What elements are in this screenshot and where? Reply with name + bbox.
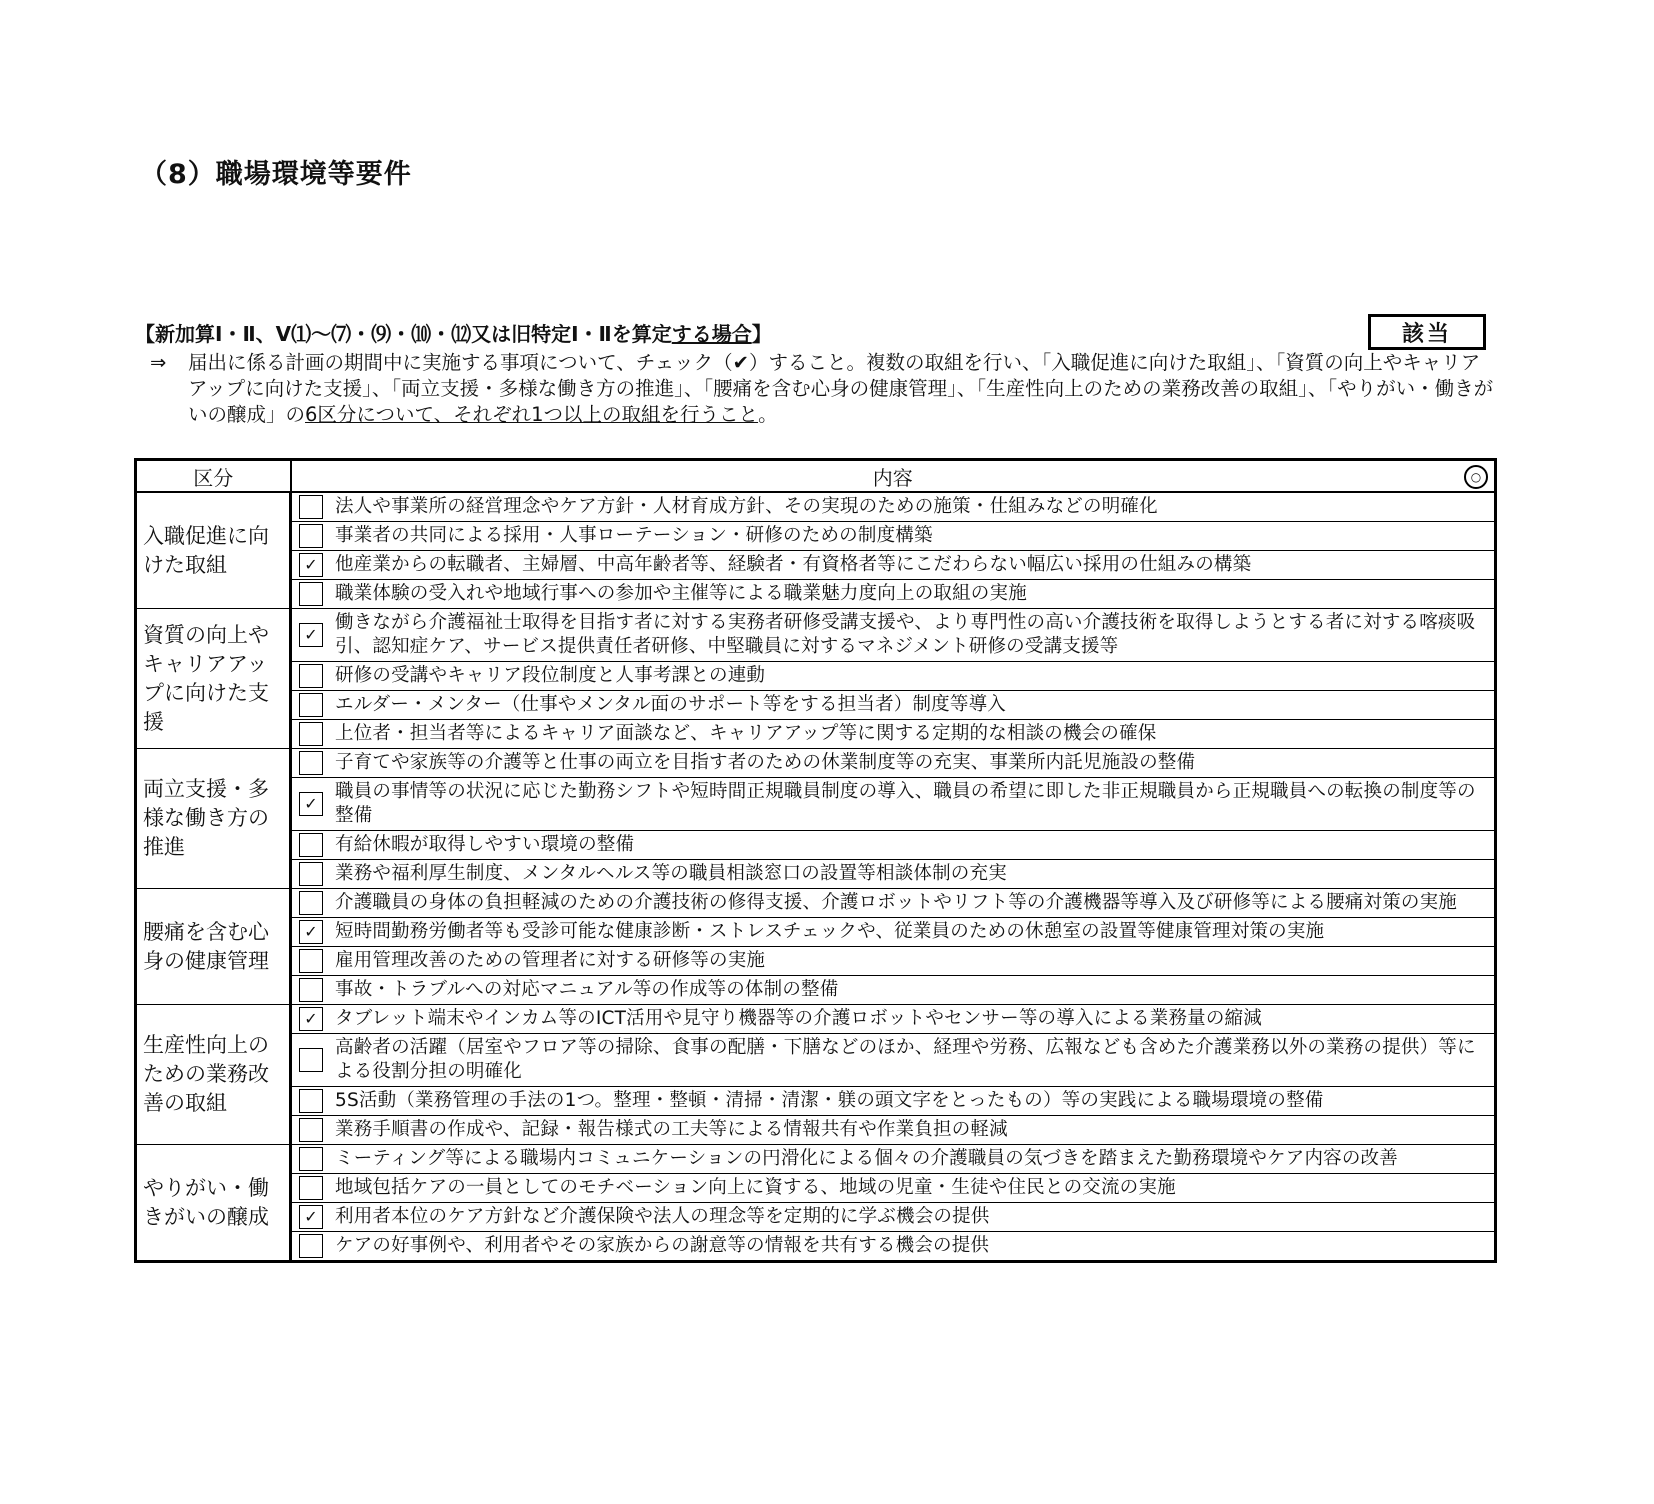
item-text: 職員の事情等の状況に応じた勤務シフトや短時間正規職員制度の導入、職員の希望に即した非正規職員から正規職員への転換の制度等の整備 <box>335 781 1476 826</box>
table-body <box>136 492 1496 1262</box>
item-text: 利用者本位のケア方針など介護保険や法人の理念等を定期的に学ぶ機会の提供 <box>335 1206 990 1227</box>
table-row <box>136 580 1496 609</box>
checkbox-unchecked[interactable] <box>299 1089 323 1113</box>
table-row <box>136 1116 1496 1145</box>
table-row <box>136 749 1496 778</box>
item-cell <box>291 1034 1496 1087</box>
item-cell <box>291 976 1496 1005</box>
table-row <box>136 662 1496 691</box>
table-row <box>136 1145 1496 1174</box>
table-row <box>136 609 1496 662</box>
item-text: 法人や事業所の経営理念やケア方針・人材育成方針、その実現のための施策・仕組みなどの明確化 <box>335 496 1158 517</box>
requirements-table <box>134 458 1497 1263</box>
checkbox-checked[interactable]: ✓ <box>299 623 323 647</box>
item-text: 子育てや家族等の介護等と仕事の両立を目指す者のための休業制度等の充実、事業所内託児施設の整備 <box>335 752 1196 773</box>
item-text: 業務や福利厚生制度、メンタルヘルス等の職員相談窓口の設置等相談体制の充実 <box>335 863 1007 884</box>
item-cell <box>291 580 1496 609</box>
category-cell: 両立支援・多様な働き方の推進 <box>136 749 291 889</box>
item-cell <box>291 1174 1496 1203</box>
item-cell <box>291 1203 1496 1232</box>
table-row <box>136 1087 1496 1116</box>
item-text: タブレット端末やインカム等のICT活用や見守り機器等の介護ロボットやセンサー等の導入による業務量の縮減 <box>335 1008 1262 1029</box>
category-cell: 生産性向上のための業務改善の取組 <box>136 1005 291 1145</box>
checkbox-checked[interactable]: ✓ <box>299 553 323 577</box>
item-text: 介護職員の身体の負担軽減のための介護技術の修得支援、介護ロボットやリフト等の介護機器等導入及び研修等による腰痛対策の実施 <box>335 892 1458 913</box>
item-text: 事故・トラブルへの対応マニュアル等の作成等の体制の整備 <box>335 979 839 1000</box>
item-cell <box>291 492 1496 522</box>
checkbox-unchecked[interactable] <box>299 495 323 519</box>
item-text: 5S活動（業務管理の手法の1つ。整理・整頓・清掃・清潔・躾の頭文字をとったもの）等の実践による職場環境の整備 <box>335 1090 1324 1111</box>
table-row <box>136 976 1496 1005</box>
item-cell <box>291 522 1496 551</box>
category-cell: 入職促進に向けた取組 <box>136 492 291 609</box>
table-row <box>136 522 1496 551</box>
category-cell: 腰痛を含む心身の健康管理 <box>136 889 291 1005</box>
table-row <box>136 831 1496 860</box>
item-text: 地域包括ケアの一員としてのモチベーション向上に資する、地域の児童・生徒や住民との交流の実施 <box>335 1177 1176 1198</box>
checkbox-unchecked[interactable] <box>299 693 323 717</box>
item-text: 職業体験の受入れや地域行事への参加や主催等による職業魅力度向上の取組の実施 <box>335 583 1027 604</box>
item-cell <box>291 749 1496 778</box>
item-cell <box>291 1232 1496 1262</box>
section-heading: （8）職場環境等要件 <box>140 159 412 190</box>
table-row <box>136 1174 1496 1203</box>
checkbox-unchecked[interactable] <box>299 1048 323 1072</box>
content-header: 内容 ○ <box>291 460 1496 493</box>
item-cell <box>291 918 1496 947</box>
checkbox-unchecked[interactable] <box>299 524 323 548</box>
item-cell <box>291 831 1496 860</box>
item-text: 研修の受講やキャリア段位制度と人事考課との連動 <box>335 665 766 686</box>
table-row <box>136 1034 1496 1087</box>
item-cell <box>291 1145 1496 1174</box>
item-cell <box>291 860 1496 889</box>
category-header: 区分 <box>136 460 291 493</box>
checkbox-unchecked[interactable] <box>299 949 323 973</box>
checkbox-unchecked[interactable] <box>299 978 323 1002</box>
checkbox-unchecked[interactable] <box>299 722 323 746</box>
item-text: 業務手順書の作成や、記録・報告様式の工夫等による情報共有や作業負担の軽減 <box>335 1119 1008 1140</box>
checkbox-unchecked[interactable] <box>299 833 323 857</box>
table-row <box>136 492 1496 522</box>
table-row <box>136 947 1496 976</box>
checkbox-checked[interactable]: ✓ <box>299 920 323 944</box>
arrow-icon: ⇒ <box>150 351 167 374</box>
item-cell <box>291 1087 1496 1116</box>
checkbox-unchecked[interactable] <box>299 1234 323 1258</box>
item-cell <box>291 551 1496 580</box>
checkbox-unchecked[interactable] <box>299 751 323 775</box>
checkbox-unchecked[interactable] <box>299 1176 323 1200</box>
table-row <box>136 860 1496 889</box>
item-cell <box>291 1116 1496 1145</box>
item-text: 事業者の共同による採用・人事ローテーション・研修のための制度構築 <box>335 525 933 546</box>
table-header-row <box>136 460 1496 493</box>
table-row <box>136 1203 1496 1232</box>
checkbox-checked[interactable]: ✓ <box>299 792 323 816</box>
condition-line: 【新加算Ⅰ・Ⅱ、Ⅴ⑴～⑺・⑼・⑽・⑿又は旧特定Ⅰ・Ⅱを算定する場合】 <box>135 322 772 346</box>
item-text: 雇用管理改善のための管理者に対する研修等の実施 <box>335 950 766 971</box>
circle-icon: ○ <box>1464 465 1488 489</box>
table-row <box>136 1232 1496 1262</box>
checkbox-unchecked[interactable] <box>299 582 323 606</box>
category-cell: やりがい・働きがいの醸成 <box>136 1145 291 1262</box>
item-cell <box>291 1005 1496 1034</box>
item-cell <box>291 662 1496 691</box>
item-cell <box>291 720 1496 749</box>
item-cell <box>291 691 1496 720</box>
instructions: ⇒ 届出に係る計画の期間中に実施する事項について、チェック（✔）すること。複数の取組を行い、「入職促進に向けた取組」、「資質の向上やキャリアアップに向けた支援」、「両立支援・多様な働き方の推進」、「腰痛を含む心身の健康管理」、「生産性向上のための業務改善の取組」、「やりがい・働きがいの醸成」の6区分について、それぞれ1つ以上の取組を行うこと。 <box>150 351 1494 426</box>
item-text: 上位者・担当者等によるキャリア面談など、キャリアアップ等に関する定期的な相談の機会の確保 <box>335 723 1157 744</box>
item-text: 働きながら介護福祉士取得を目指す者に対する実務者研修受講支援や、より専門性の高い介護技術を取得しようとする者に対する喀痰吸引、認知症ケア、サービス提供責任者研修、中堅職員に対するマネジメント研修の受講支援等 <box>335 612 1476 657</box>
item-text: 短時間勤務労働者等も受診可能な健康診断・ストレスチェックや、従業員のための休憩室の設置等健康管理対策の実施 <box>335 921 1325 942</box>
item-cell <box>291 609 1496 662</box>
checkbox-unchecked[interactable] <box>299 664 323 688</box>
item-text: ミーティング等による職場内コミュニケーションの円滑化による個々の介護職員の気づきを踏まえた勤務環境やケア内容の改善 <box>335 1148 1398 1169</box>
table-row <box>136 918 1496 947</box>
checkbox-unchecked[interactable] <box>299 1147 323 1171</box>
item-cell <box>291 889 1496 918</box>
table-row <box>136 889 1496 918</box>
table-row <box>136 778 1496 831</box>
item-text: 他産業からの転職者、主婦層、中高年齢者等、経験者・有資格者等にこだわらない幅広い採用の仕組みの構築 <box>335 554 1252 575</box>
checkbox-unchecked[interactable] <box>299 1118 323 1142</box>
item-text: ケアの好事例や、利用者やその家族からの謝意等の情報を共有する機会の提供 <box>335 1235 990 1256</box>
item-cell <box>291 947 1496 976</box>
table-row <box>136 720 1496 749</box>
item-cell <box>291 778 1496 831</box>
table-row <box>136 691 1496 720</box>
checkbox-checked[interactable]: ✓ <box>299 1007 323 1031</box>
item-text: 高齢者の活躍（居室やフロア等の掃除、食事の配膳・下膳などのほか、経理や労務、広報なども含めた介護業務以外の業務の提供）等による役割分担の明確化 <box>335 1037 1476 1082</box>
checkbox-checked[interactable]: ✓ <box>299 1205 323 1229</box>
checkbox-unchecked[interactable] <box>299 862 323 886</box>
applicable-badge: 該当 <box>1368 314 1486 350</box>
checkbox-unchecked[interactable] <box>299 891 323 915</box>
table-row <box>136 551 1496 580</box>
table-row <box>136 1005 1496 1034</box>
item-text: エルダー・メンター（仕事やメンタル面のサポート等をする担当者）制度等導入 <box>335 694 1006 715</box>
item-text: 有給休暇が取得しやすい環境の整備 <box>335 834 635 855</box>
category-cell: 資質の向上やキャリアアップに向けた支援 <box>136 609 291 749</box>
